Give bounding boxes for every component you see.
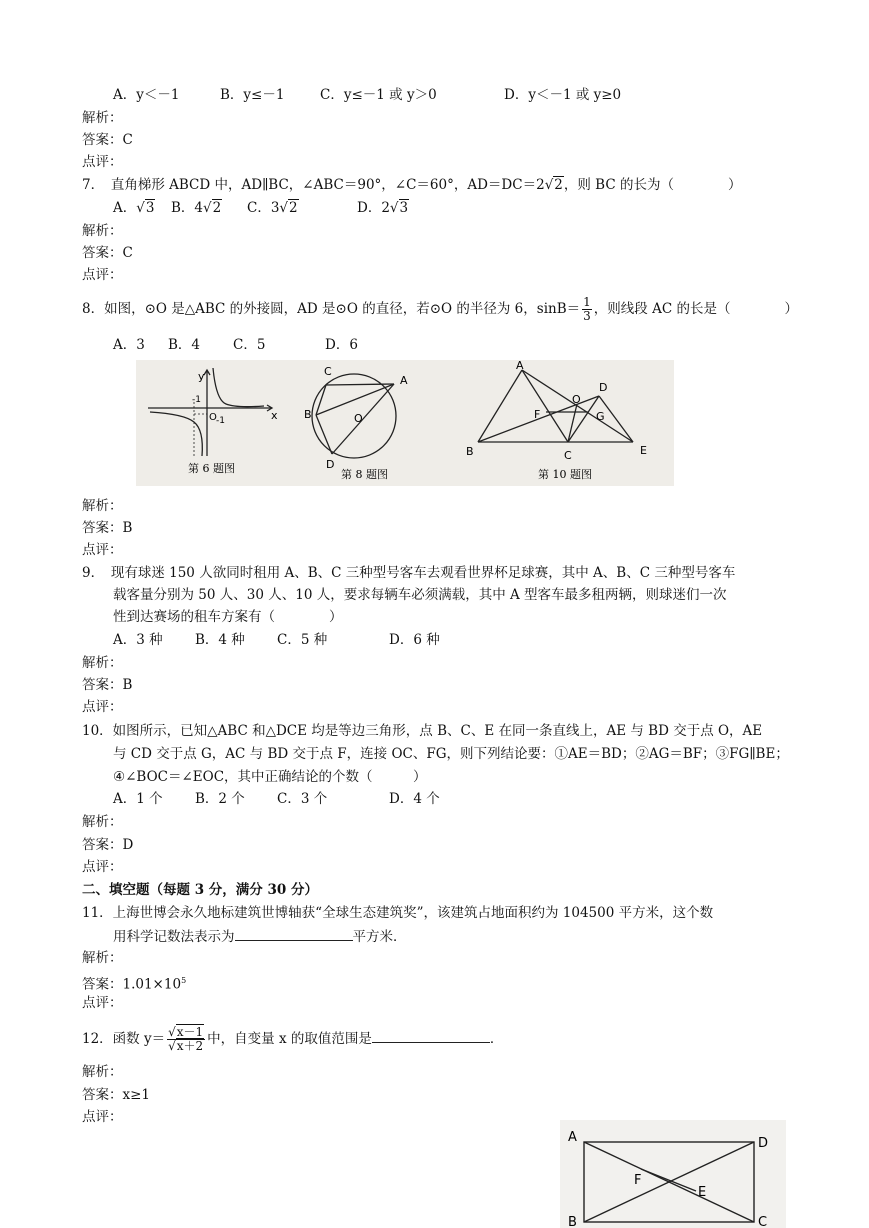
fig6-minus1-x: -1 bbox=[192, 395, 201, 405]
q7-comment: 点评： bbox=[82, 267, 123, 283]
q12-answer-blank[interactable] bbox=[372, 1029, 490, 1043]
q6-options bbox=[113, 86, 621, 104]
q11-comment: 点评： bbox=[82, 995, 123, 1011]
q12-answer: 答案：x≥1 bbox=[82, 1087, 151, 1103]
fig13-point-f: F bbox=[634, 1173, 642, 1188]
q10-line3: ④∠BOC＝∠EOC，其中正确结论的个数（ ） bbox=[113, 769, 427, 785]
q11-answer bbox=[82, 972, 186, 994]
fig6-y-label: y bbox=[198, 370, 205, 383]
q12-analysis: 解析： bbox=[82, 1064, 123, 1080]
figures-strip bbox=[136, 360, 674, 486]
fig8-caption: 第 8 题图 bbox=[341, 468, 388, 481]
q9-line2: 载客量分别为 50 人、30 人、10 人，要求每辆车必须满载，其中 A 型客车最多租两辆，则球迷们一次 bbox=[113, 587, 727, 603]
q8-option-a: A．3 bbox=[113, 337, 145, 353]
q9-options bbox=[113, 631, 440, 649]
fig10-point-b: B bbox=[466, 445, 474, 458]
fig13-rectangle bbox=[560, 1120, 786, 1228]
q7-stem-text: 7． 直角梯形 ABCD 中，AD∥BC，∠ABC＝90°，∠C＝60°，AD＝DC＝2 bbox=[82, 177, 545, 193]
fig13-point-a: A bbox=[568, 1130, 577, 1145]
q11-line2 bbox=[113, 927, 407, 946]
q9-analysis: 解析： bbox=[82, 655, 123, 671]
q11-line2-text: 用科学记数法表示为 bbox=[113, 929, 235, 945]
q7-options bbox=[113, 199, 409, 217]
q8-option-d: D．6 bbox=[325, 337, 358, 353]
q7-answer: 答案：C bbox=[82, 245, 133, 261]
q6-answer: 答案：C bbox=[82, 132, 133, 148]
q8-stem-end: ，则线段 AC 的长是（ ） bbox=[593, 301, 798, 317]
q10-option-b: B．2 个 bbox=[195, 791, 245, 807]
fig6-caption: 第 6 题图 bbox=[188, 462, 235, 475]
q12-stem-text: 12．函数 y＝ bbox=[82, 1031, 166, 1047]
fig10-point-o: O bbox=[572, 393, 581, 406]
q11-line2-unit: 平方米． bbox=[352, 929, 407, 945]
q12-fraction: $\frac{√x-1}{√x+2}$ bbox=[168, 1025, 204, 1053]
section2-title: 二、填空题（每题 3 分，满分 30 分） bbox=[82, 882, 318, 898]
q10-option-d: D．4 个 bbox=[389, 791, 440, 807]
q11-answer-blank[interactable] bbox=[235, 927, 353, 941]
q8-stem bbox=[82, 296, 798, 323]
q7-option-b: B．4√2 bbox=[171, 200, 222, 216]
q9-line3: 性到达赛场的租车方案有（ ） bbox=[113, 609, 343, 625]
q8-fraction: $\frac{1}{3}$ bbox=[583, 295, 591, 323]
fig10-caption: 第 10 题图 bbox=[538, 468, 592, 481]
q8-stem-text: 8．如图，⊙O 是△ABC 的外接圆，AD 是⊙O 的直径，若⊙O 的半径为 6，sinB＝ bbox=[82, 301, 581, 317]
q6-option-b: B．y≤－1 bbox=[220, 87, 285, 103]
q10-line1: 10．如图所示，已知△ABC 和△DCE 均是等边三角形，点 B、C、E 在同一条直线上，AE 与 BD 交于点 O，AE bbox=[82, 723, 763, 739]
fig8-point-b: B bbox=[304, 408, 312, 421]
q12-stem-mid: 中，自变量 x 的取值范围是 bbox=[207, 1031, 372, 1047]
fig6-origin-label: O bbox=[209, 412, 217, 423]
fig8-point-a: A bbox=[400, 374, 408, 387]
q8-option-b: B．4 bbox=[168, 337, 201, 353]
fig6-minus1-y: -1 bbox=[216, 416, 225, 426]
q7-option-d: D．2√3 bbox=[357, 200, 409, 216]
q9-line1: 9． 现有球迷 150 人欲同时租用 A、B、C 三种型号客车去观看世界杯足球赛，其中 A、B、C 三种型号客车 bbox=[82, 565, 736, 581]
q7-stem: 7． 直角梯形 ABCD 中，AD∥BC，∠ABC＝90°，∠C＝60°，AD＝DC＝2√2，则 BC 的长为（ ） bbox=[82, 177, 742, 193]
fig8-point-c: C bbox=[324, 365, 332, 378]
q9-comment: 点评： bbox=[82, 699, 123, 715]
q10-option-a: A．1 个 bbox=[113, 791, 163, 807]
q10-answer: 答案：D bbox=[82, 837, 134, 853]
q12-stem bbox=[82, 1026, 503, 1053]
q6-option-d: D．y＜－1 或 y≥0 bbox=[504, 87, 622, 103]
q10-options bbox=[113, 790, 440, 808]
q12-comment: 点评： bbox=[82, 1109, 123, 1125]
fig10-point-c: C bbox=[564, 449, 572, 462]
q11-line1: 11．上海世博会永久地标建筑世博轴获“全球生态建筑奖”，该建筑占地面积约为 104500 平方米，这个数 bbox=[82, 905, 714, 921]
q10-comment: 点评： bbox=[82, 859, 123, 875]
q6-comment: 点评： bbox=[82, 154, 123, 170]
q9-option-d: D．6 种 bbox=[389, 632, 440, 648]
fig6-x-label: x bbox=[271, 409, 278, 422]
q12-stem-end: ． bbox=[489, 1031, 504, 1047]
q8-answer: 答案：B bbox=[82, 520, 133, 536]
q9-answer: 答案：B bbox=[82, 677, 133, 693]
q8-option-c: C．5 bbox=[233, 337, 266, 353]
fig10-point-a: A bbox=[516, 360, 524, 372]
q11-analysis: 解析： bbox=[82, 950, 123, 966]
q7-analysis: 解析： bbox=[82, 223, 123, 239]
fig8-point-d: D bbox=[326, 458, 335, 471]
q11-answer-exponent: 5 bbox=[181, 976, 187, 985]
q7-stem-end: ，则 BC 的长为（ ） bbox=[563, 177, 742, 193]
fig10-point-g: G bbox=[596, 410, 605, 423]
q7-option-a: A．√3 bbox=[113, 200, 155, 216]
q10-line2: 与 CD 交于点 G，AC 与 BD 交于点 F，连接 OC、FG，则下列结论要：①AE＝BD；②AG＝BF；③FG∥BE； bbox=[113, 746, 789, 762]
q8-comment: 点评： bbox=[82, 542, 123, 558]
fig10-point-d: D bbox=[599, 381, 608, 394]
q9-option-c: C．5 种 bbox=[277, 632, 328, 648]
fig13-point-c: C bbox=[758, 1215, 768, 1228]
q9-option-a: A．3 种 bbox=[113, 632, 163, 648]
q10-option-c: C．3 个 bbox=[277, 791, 328, 807]
q7-stem-radicand: 2 bbox=[554, 177, 563, 193]
q11-answer-base: 答案：1.01×10 bbox=[82, 976, 182, 993]
q10-analysis: 解析： bbox=[82, 814, 123, 830]
fig10-point-f: F bbox=[534, 408, 541, 421]
q7-option-c: C．3√2 bbox=[247, 200, 298, 216]
q8-options bbox=[113, 336, 358, 354]
fig10-point-e: E bbox=[640, 444, 647, 457]
fig13-point-e: E bbox=[698, 1185, 707, 1200]
q9-option-b: B．4 种 bbox=[195, 632, 245, 648]
q8-analysis: 解析： bbox=[82, 498, 123, 514]
q6-option-a: A．y＜－1 bbox=[113, 87, 180, 103]
q6-option-c: C．y≤－1 或 y＞0 bbox=[320, 87, 437, 103]
q6-analysis: 解析： bbox=[82, 110, 123, 126]
fig13-point-d: D bbox=[758, 1136, 769, 1151]
fig8-point-o: O bbox=[354, 412, 363, 425]
fig13-point-b: B bbox=[568, 1215, 577, 1228]
